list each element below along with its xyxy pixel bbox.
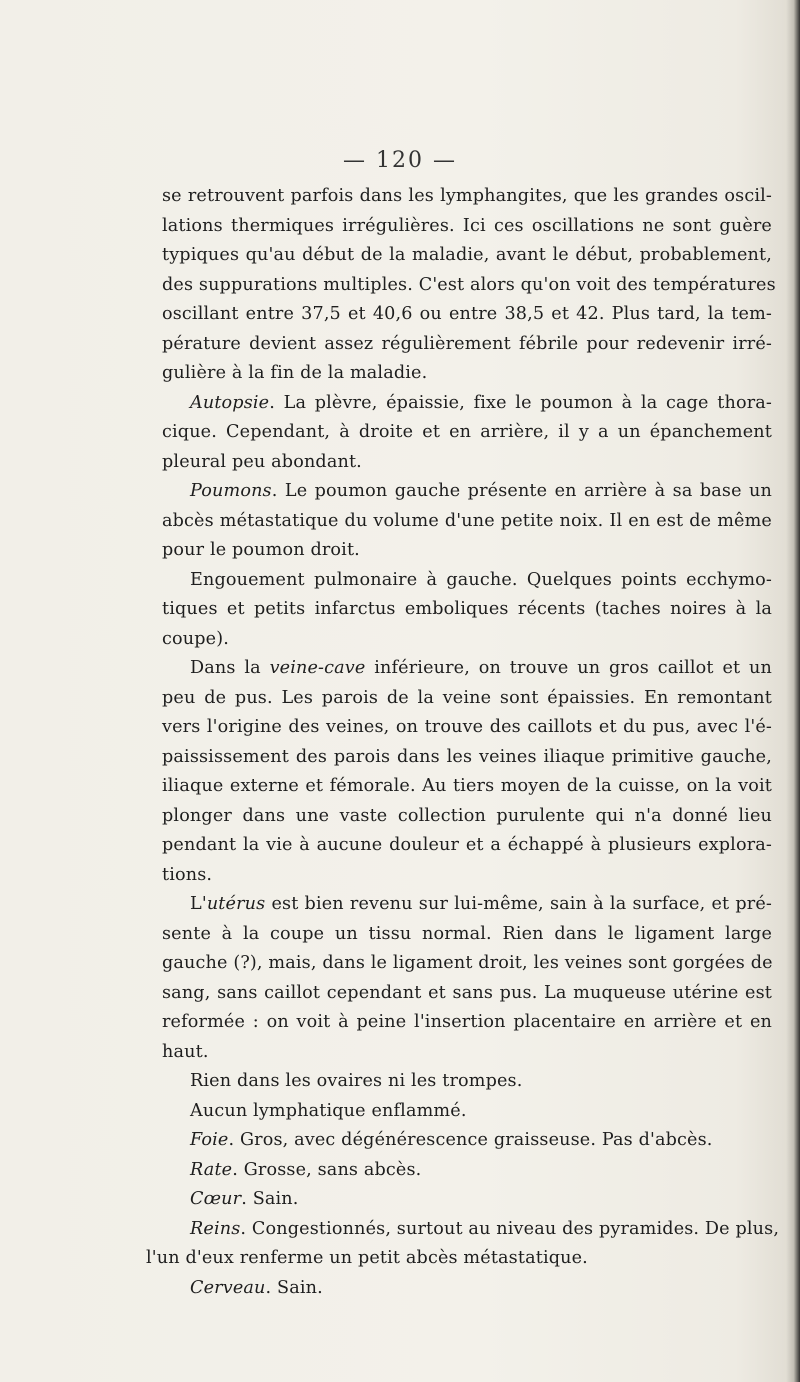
text-line xyxy=(162,1038,772,1068)
text-line xyxy=(162,271,776,301)
text-segment: . Gros, avec dégénérescence graisseuse. Pas d'abcès. xyxy=(228,1130,713,1150)
text-line xyxy=(162,241,772,271)
text-segment: . La plèvre, épaissie, fixe le poumon à la cage thora- xyxy=(269,392,772,413)
text-segment: . Sain. xyxy=(241,1189,299,1209)
text-segment: . Le poumon gauche présente en arrière à sa base un xyxy=(271,481,772,501)
text-segment: Engouement pulmonaire à gauche. Quelques points ecchymo- xyxy=(190,569,772,590)
text-line xyxy=(162,566,772,596)
text-segment: tiques et petits infarctus emboliques récents (taches noires à la xyxy=(162,599,772,619)
text-line xyxy=(162,831,772,861)
text-line xyxy=(162,212,772,242)
italic-heading: Cerveau xyxy=(190,1277,266,1298)
text-line xyxy=(162,536,772,566)
text-segment: inférieure, on trouve un gros caillot et un xyxy=(365,658,772,678)
text-line xyxy=(162,300,772,330)
text-segment: pérature devient assez régulièrement fébrile pour redevenir irré- xyxy=(162,333,772,354)
text-segment: paississement des parois dans les veines iliaque primitive gauche, xyxy=(162,746,772,767)
text-line xyxy=(162,979,772,1009)
text-segment: Aucun lymphatique enflammé. xyxy=(190,1100,467,1121)
text-line xyxy=(162,802,772,832)
text-line xyxy=(162,507,772,537)
italic-heading: veine-cave xyxy=(269,658,366,678)
italic-heading: Poumons xyxy=(190,481,272,501)
text-segment: peu de pus. Les parois de la veine sont épaissies. En remontant xyxy=(162,687,772,708)
text-line xyxy=(162,477,772,507)
text-line xyxy=(162,359,772,389)
text-segment: se retrouvent parfois dans les lymphangites, que les grandes oscil- xyxy=(162,186,772,206)
text-line xyxy=(162,1156,772,1186)
text-segment: gauche (?), mais, dans le ligament droit, les veines sont gorgées de xyxy=(162,953,773,973)
italic-heading: Foie xyxy=(190,1130,229,1150)
text-line xyxy=(162,861,772,891)
text-segment: . Grosse, sans abcès. xyxy=(232,1159,422,1180)
text-line xyxy=(162,182,772,212)
text-segment: vers l'origine des veines, on trouve des caillots et du pus, avec l'é- xyxy=(162,717,772,737)
text-line xyxy=(162,1185,772,1215)
text-segment: cique. Cependant, à droite et en arrière, il y a un épanchement xyxy=(162,422,772,442)
page-number: — 120 — xyxy=(343,148,457,173)
text-segment: oscillant entre 37,5 et 40,6 ou entre 38,5 et 42. Plus tard, la tem- xyxy=(162,304,772,324)
text-line xyxy=(162,1097,772,1127)
text-segment: tions. xyxy=(162,864,213,885)
text-line xyxy=(162,684,772,714)
text-line xyxy=(162,1274,772,1304)
text-segment: lations thermiques irrégulières. Ici ces oscillations ne sont guère xyxy=(162,215,772,236)
text-segment: l'un d'eux renferme un petit abcès métastatique. xyxy=(146,1248,588,1268)
text-line xyxy=(162,949,772,979)
text-line xyxy=(162,1067,772,1097)
page-edge-shadow xyxy=(786,0,800,1382)
body-text xyxy=(146,182,780,1303)
text-line xyxy=(162,890,772,920)
text-segment: est bien revenu sur lui-même, sain à la surface, et pré- xyxy=(265,894,772,914)
text-segment: iliaque externe et fémorale. Au tiers moyen de la cuisse, on la voit xyxy=(162,776,772,796)
text-line xyxy=(162,654,772,684)
text-segment: Rien dans les ovaires ni les trompes. xyxy=(190,1071,523,1091)
text-segment: plonger dans une vaste collection purulente qui n'a donné lieu xyxy=(162,805,772,826)
italic-heading: Autopsie xyxy=(190,392,270,413)
italic-heading: Reins xyxy=(190,1218,241,1239)
text-segment: coupe). xyxy=(162,628,229,649)
text-segment: . Sain. xyxy=(265,1277,323,1298)
italic-heading: Cœur xyxy=(190,1189,242,1209)
text-line xyxy=(162,713,772,743)
text-segment: sente à la coupe un tissu normal. Rien dans le ligament large xyxy=(162,923,772,944)
text-line xyxy=(162,1008,772,1038)
text-segment: pendant la vie à aucune douleur et a échappé à plusieurs explora- xyxy=(162,835,772,855)
text-segment: pleural peu abondant. xyxy=(162,451,362,472)
text-line xyxy=(162,448,772,478)
italic-heading: utérus xyxy=(206,894,266,914)
text-segment: typiques qu'au début de la maladie, avant le début, probablement, xyxy=(162,245,772,265)
text-line xyxy=(162,920,772,950)
text-segment: gulière à la fin de la maladie. xyxy=(162,363,428,383)
text-line xyxy=(162,595,772,625)
text-line xyxy=(162,772,772,802)
text-segment: des suppurations multiples. C'est alors qu'on voit des températures xyxy=(162,274,776,295)
text-line xyxy=(162,389,772,419)
text-line xyxy=(162,1215,780,1245)
text-line xyxy=(146,1244,772,1274)
text-line xyxy=(162,418,772,448)
text-line xyxy=(162,743,772,773)
text-segment: haut. xyxy=(162,1041,209,1062)
text-segment: Dans la xyxy=(190,658,270,678)
text-segment: sang, sans caillot cependant et sans pus. La muqueuse utérine est xyxy=(162,982,772,1003)
text-line xyxy=(162,1126,772,1156)
text-segment: pour le poumon droit. xyxy=(162,540,360,560)
text-segment: reformée : on voit à peine l'insertion placentaire en arrière et en xyxy=(162,1012,772,1032)
text-line xyxy=(162,330,772,360)
italic-heading: Rate xyxy=(190,1159,233,1180)
text-line xyxy=(162,625,772,655)
text-segment: abcès métastatique du volume d'une petite noix. Il en est de même xyxy=(162,510,772,531)
text-segment: L' xyxy=(190,894,207,914)
text-segment: . Congestionnés, surtout au niveau des pyramides. De plus, xyxy=(240,1218,780,1239)
